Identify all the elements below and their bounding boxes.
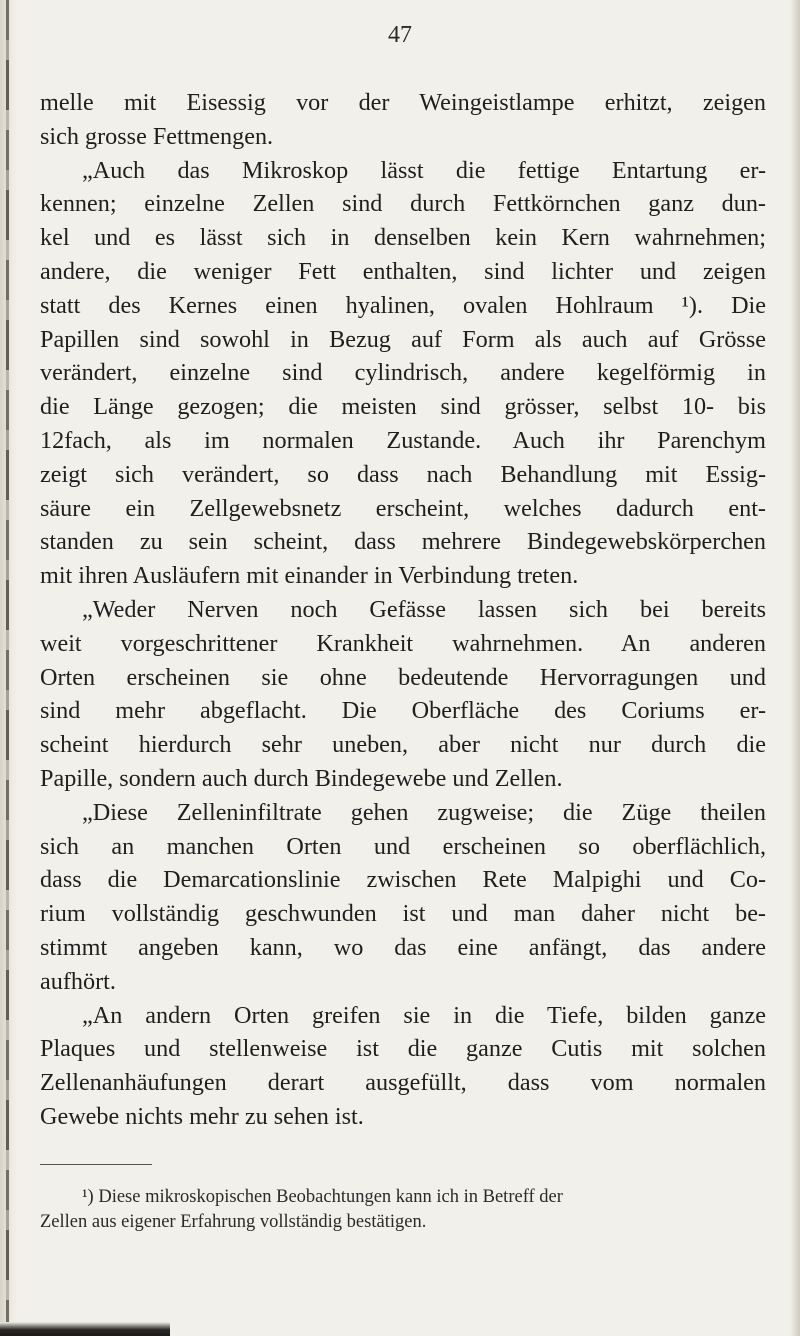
page-edge-shadow <box>790 0 800 1336</box>
text-line: statt des Kernes einen hyalinen, ovalen Hohlraum ¹). Die <box>40 291 766 319</box>
text-line: säure ein Zellgewebsnetz erscheint, welches dadurch ent- <box>40 494 766 522</box>
body-text <box>40 86 766 1134</box>
text-line: sich grosse Fettmengen. <box>40 122 274 150</box>
text-line: verändert, einzelne sind cylindrisch, andere kegelförmig in <box>40 359 766 387</box>
text-line: Orten erscheinen sie ohne bedeutende Hervorragungen und <box>40 663 766 691</box>
text-line: rium vollständig geschwunden ist und man daher nicht be- <box>40 900 766 928</box>
footnote-line: Zellen aus eigener Erfahrung vollständig bestätigen. <box>40 1212 427 1232</box>
text-line: sind mehr abgeflacht. Die Oberfläche des Coriums er- <box>40 697 766 725</box>
text-line: mit ihren Ausläufern mit einander in Verbindung treten. <box>40 562 579 590</box>
text-line: Gewebe nichts mehr zu sehen ist. <box>40 1102 364 1130</box>
page-number: 47 <box>388 22 412 48</box>
text-line: Papillen sind sowohl in Bezug auf Form als auch auf Grösse <box>40 325 766 353</box>
text-line: Zellenanhäufungen derart ausgefüllt, dass vom normalen <box>40 1069 766 1097</box>
text-line: scheint hierdurch sehr uneben, aber nicht nur durch die <box>40 731 766 759</box>
binding-edge <box>6 0 9 1336</box>
footnote-rule <box>40 1164 152 1165</box>
text-line: standen zu sein scheint, dass mehrere Bindegewebskörperchen <box>40 528 766 556</box>
text-line: weit vorgeschrittener Krankheit wahrnehmen. An anderen <box>40 629 766 657</box>
text-line: kennen; einzelne Zellen sind durch Fettkörnchen ganz dun- <box>40 190 766 218</box>
text-line: stimmt angeben kann, wo das eine anfängt, das andere <box>40 933 766 961</box>
text-line: melle mit Eisessig vor der Weingeistlampe erhitzt, zeigen <box>40 89 766 116</box>
text-line: sich an manchen Orten und erscheinen so oberflächlich, <box>40 832 766 860</box>
page-gutter-shadow <box>0 0 18 1336</box>
text-line: dass die Demarcationslinie zwischen Rete Malpighi und Co- <box>40 866 766 894</box>
text-line: zeigt sich verändert, so dass nach Behandlung mit Essig- <box>40 460 766 488</box>
text-line: die Länge gezogen; die meisten sind grösser, selbst 10- bis <box>40 393 766 421</box>
text-line: „Diese Zelleninfiltrate gehen zugweise; die Züge theilen <box>82 798 766 826</box>
scan-artifact <box>0 1322 170 1336</box>
text-line: aufhört. <box>40 967 116 995</box>
text-line: kel und es lässt sich in denselben kein Kern wahrnehmen; <box>40 224 766 252</box>
text-line: Papille, sondern auch durch Bindegewebe und Zellen. <box>40 764 563 792</box>
text-line: 12fach, als im normalen Zustande. Auch ihr Parenchym <box>40 426 766 454</box>
text-line: „Auch das Mikroskop lässt die fettige Entartung er- <box>82 156 766 184</box>
text-line: „Weder Nerven noch Gefässe lassen sich bei bereits <box>82 595 766 623</box>
footnote-line: ¹) Diese mikroskopischen Beobachtungen kann ich in Betreff der <box>82 1187 563 1207</box>
text-line: Plaques und stellenweise ist die ganze Cutis mit solchen <box>40 1035 766 1063</box>
text-line: andere, die weniger Fett enthalten, sind lichter und zeigen <box>40 257 766 285</box>
footnote <box>40 1185 760 1235</box>
text-line: „An andern Orten greifen sie in die Tiefe, bilden ganze <box>82 1001 766 1029</box>
